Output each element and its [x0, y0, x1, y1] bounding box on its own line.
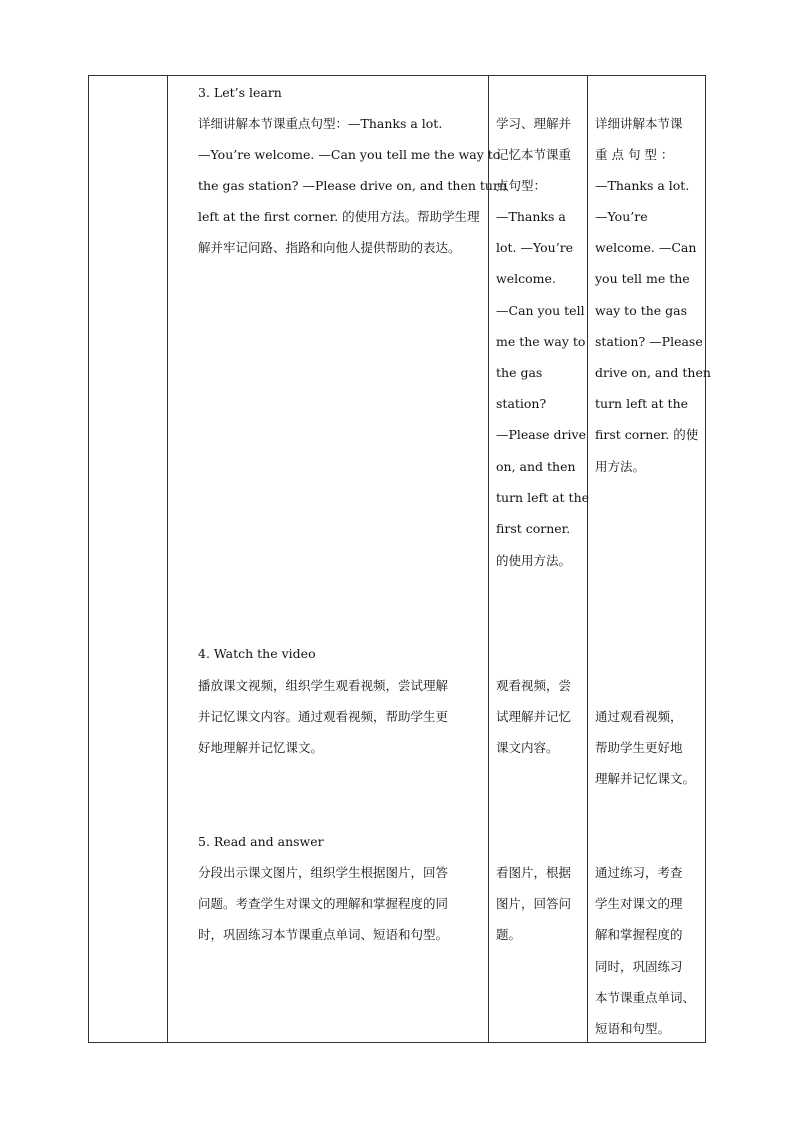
- text-line: 分段出示课文图片，组织学生根据图片，回答: [198, 865, 449, 880]
- text-line: 好地理解并记忆课文。: [198, 740, 324, 755]
- text-line: welcome.: [496, 271, 556, 286]
- text-line: —Thanks a lot.: [595, 178, 690, 193]
- text-line: 详细讲解本节课: [595, 116, 683, 131]
- text-line: —You’re: [595, 209, 648, 224]
- text-line: on, and then: [496, 459, 576, 474]
- text-line: 图片，回答问: [496, 896, 572, 911]
- text-line: 课文内容。: [496, 740, 559, 755]
- text-line: 题。: [496, 927, 522, 942]
- text-line: 记忆本节课重: [496, 147, 572, 162]
- text-line: —Can you tell: [496, 303, 585, 318]
- text-line: —Please drive: [496, 427, 586, 442]
- text-line: 的使用方法。: [496, 553, 572, 568]
- text-line: you tell me the: [595, 271, 690, 286]
- text-line: 理解并记忆课文。: [595, 771, 696, 786]
- text-line: drive on, and then: [595, 365, 711, 380]
- text-line: the gas station? —Please drive on, and then turn: [198, 178, 507, 193]
- text-line: 短语和句型。: [595, 1021, 671, 1036]
- text-line: 用方法。: [595, 459, 646, 474]
- column-divider-3: [587, 76, 588, 1042]
- text-line: 学习、理解并: [496, 116, 572, 131]
- text-line: 观看视频，尝: [496, 678, 572, 693]
- text-line: 同时，巩固练习: [595, 959, 683, 974]
- text-line: 试理解并记忆: [496, 709, 572, 724]
- text-line: me the way to: [496, 334, 586, 349]
- text-line: 播放课文视频，组织学生观看视频，尝试理解: [198, 678, 449, 693]
- text-line: first corner. 的使: [595, 427, 699, 442]
- section-heading-watch-video: 4. Watch the video: [198, 646, 316, 661]
- text-line: 时，巩固练习本节课重点单词、短语和句型。: [198, 927, 449, 942]
- text-line: 学生对课文的理: [595, 896, 683, 911]
- section-heading-lets-learn: 3. Let’s learn: [198, 85, 282, 100]
- text-line: left at the first corner. 的使用方法。帮助学生理: [198, 209, 480, 224]
- text-line: 本节课重点单词、: [595, 990, 696, 1005]
- text-line: way to the gas: [595, 303, 688, 318]
- text-line: 详细讲解本节课重点句型：—Thanks a lot.: [198, 116, 443, 131]
- text-line: —Thanks a: [496, 209, 566, 224]
- text-line: station? —Please: [595, 334, 703, 349]
- text-line: —You’re welcome. —Can you tell me the way to: [198, 147, 501, 162]
- text-line: 并记忆课文内容。通过观看视频，帮助学生更: [198, 709, 449, 724]
- column-divider-1: [167, 76, 168, 1042]
- text-line: 解并牢记问路、指路和向他人提供帮助的表达。: [198, 240, 461, 255]
- text-line: the gas: [496, 365, 543, 380]
- text-line: welcome. —Can: [595, 240, 697, 255]
- text-line: 点句型：: [496, 178, 547, 193]
- text-line: lot. —You’re: [496, 240, 574, 255]
- text-line: 通过练习，考查: [595, 865, 683, 880]
- text-line: 问题。考查学生对课文的理解和掌握程度的同: [198, 896, 449, 911]
- text-line: 解和掌握程度的: [595, 927, 683, 942]
- text-line: first corner.: [496, 521, 571, 536]
- text-line: 通过观看视频，: [595, 709, 683, 724]
- text-line: 帮助学生更好地: [595, 740, 683, 755]
- text-line: turn left at the: [496, 490, 590, 505]
- text-line: 看图片，根据: [496, 865, 572, 880]
- text-line: station?: [496, 396, 547, 411]
- text-line: 重 点 句 型 ：: [595, 147, 674, 162]
- section-heading-read-answer: 5. Read and answer: [198, 834, 324, 849]
- text-line: turn left at the: [595, 396, 689, 411]
- column-divider-2: [488, 76, 489, 1042]
